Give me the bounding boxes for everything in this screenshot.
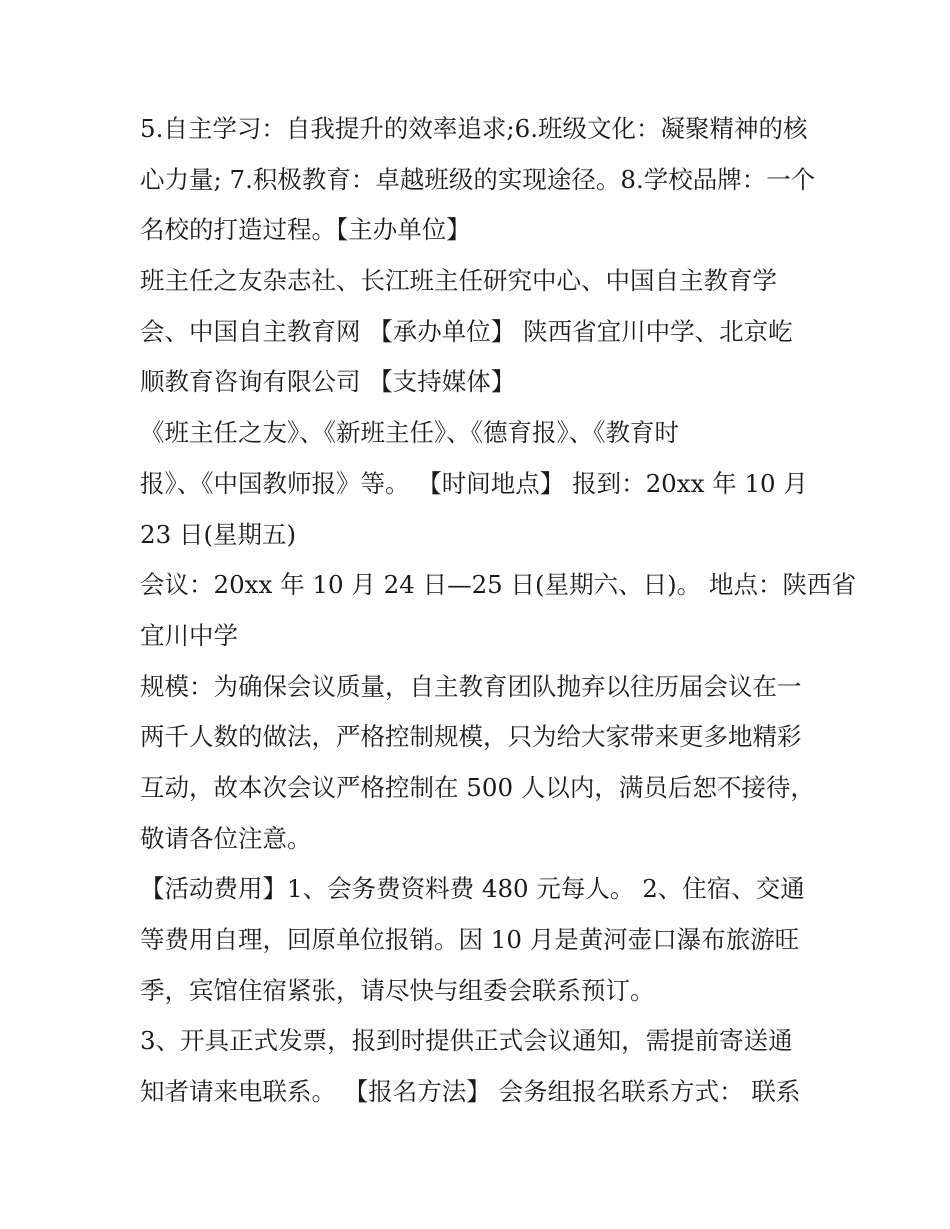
text-line: 心力量; 7.积极教育：卓越班级的实现途径。8.学校品牌：一个 xyxy=(140,164,816,194)
text-line: 季，宾馆住宿紧张，请尽快与组委会联系预订。 xyxy=(140,975,655,1005)
text-line: 会议：20xx 年 10 月 24 日—25 日(星期六、日)。 地点：陕西省 xyxy=(140,570,856,600)
text-line: 敬请各位注意。 xyxy=(140,823,312,853)
text-line: 顺教育咨询有限公司 【支持媒体】 xyxy=(140,367,516,397)
text-line: 23 日(星期五) xyxy=(140,519,297,549)
text-line: 5.自主学习：自我提升的效率追求;6.班级文化：凝聚精神的核 xyxy=(140,114,808,143)
text-line: 报》、《中国教师报》等。 【时间地点】 报到：20xx 年 10 月 xyxy=(140,468,808,498)
text-line: 宜川中学 xyxy=(140,620,238,650)
text-line: 班主任之友杂志社、长江班主任研究中心、中国自主教育学 xyxy=(140,266,777,296)
text-line: 知者请来电联系。 【报名方法】 会务组报名联系方式： 联系 xyxy=(140,1077,801,1107)
text-line: 等费用自理，回原单位报销。因 10 月是黄河壶口瀑布旅游旺 xyxy=(140,925,800,954)
text-line: 3、开具正式发票，报到时提供正式会议通知，需提前寄送通 xyxy=(140,1026,793,1056)
text-line: 规模：为确保会议质量，自主教育团队抛弃以往历届会议在一 xyxy=(140,671,802,701)
text-line: 【活动费用】1、会务费资料费 480 元每人。 2、住宿、交通 xyxy=(140,874,805,904)
text-line: 《班主任之友》、《新班主任》、《德育报》、《教育时 xyxy=(140,418,679,448)
document-body xyxy=(140,104,856,1118)
text-line: 两千人数的做法，严格控制规模，只为给大家带来更多地精彩 xyxy=(140,722,802,752)
text-line: 会、中国自主教育网 【承办单位】 陕西省宜川中学、北京屹 xyxy=(140,316,793,346)
text-line: 名校的打造过程。【主办单位】 xyxy=(140,215,471,245)
text-line: 互动，故本次会议严格控制在 500 人以内，满员后恕不接待， xyxy=(140,772,815,802)
